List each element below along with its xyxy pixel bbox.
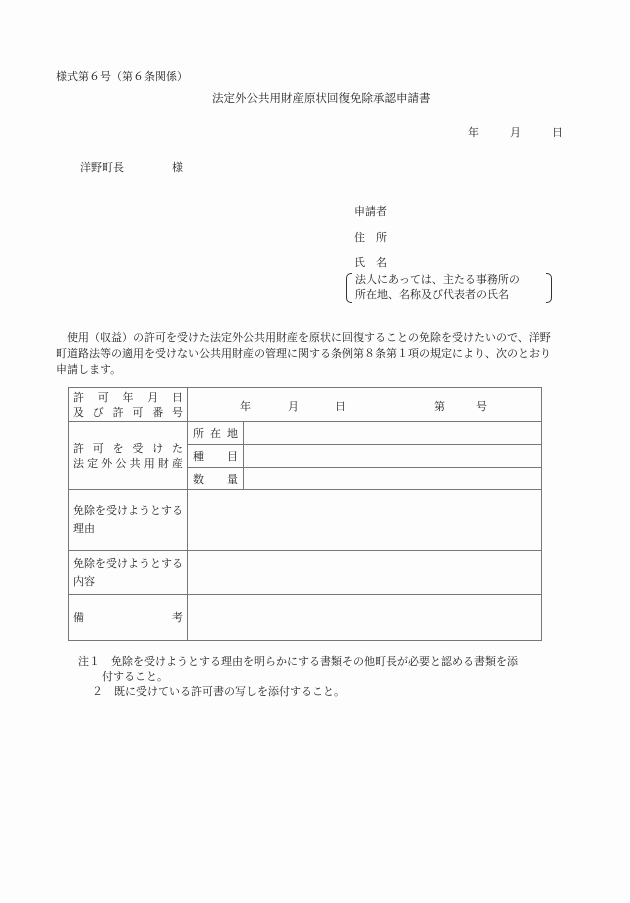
exemption-content-label: 免除を受けようとする内容 [69, 551, 188, 595]
permit-year: 年 [240, 400, 251, 413]
application-date [468, 124, 563, 140]
table-row [69, 595, 542, 641]
note-2: ２ 既に受けている許可書の写しを添付すること。 [92, 685, 345, 698]
applicant-address-label: 住 所 [354, 231, 387, 244]
location-label: 所在地 [188, 422, 244, 445]
note-1: 注１ 免除を受けようとする理由を明らかにする書類その他町長が必要と認める書類を添 [78, 655, 518, 668]
table-row [69, 551, 542, 595]
corporate-note-line2: 所在地、名称及び代表者の氏名 [355, 288, 509, 301]
form-number: 様式第６号（第６条関係） [56, 70, 188, 83]
exemption-reason-label: 免除を受けようとする理由 [69, 490, 188, 551]
type-field[interactable] [244, 445, 542, 468]
date-day: 日 [552, 126, 563, 139]
addressee-honorific: 様 [172, 161, 183, 174]
left-bracket [346, 273, 352, 303]
addressee-name: 洋野町長 [80, 161, 124, 174]
application-table [68, 387, 542, 641]
exemption-content-field[interactable] [188, 551, 542, 595]
location-field[interactable] [244, 422, 542, 445]
corporate-note-bracket [346, 272, 552, 304]
table-row [69, 388, 542, 422]
right-bracket [546, 273, 552, 303]
exemption-reason-field[interactable] [188, 490, 542, 551]
permit-date-number-label: 許可年月日 及び許可番号 [69, 388, 188, 422]
application-statement: 使用（収益）の許可を受けた法定外公共用財産を原状に回復することの免除を受けたいので、洋野町道路法等の適用を受けない公共用財産の管理に関する条例第８条第１項の規定により、次のとおり申請します。 [56, 331, 551, 376]
permit-date-number-field[interactable] [188, 388, 542, 422]
corporate-note-line1: 法人にあっては、主たる事務所の [355, 273, 520, 286]
permit-dai: 第 [434, 400, 445, 413]
remarks-label: 備 考 [69, 595, 188, 641]
note-1-continued: 付すること。 [102, 670, 168, 683]
document-title: 法定外公共用財産原状回復免除承認申請書 [212, 91, 431, 105]
addressee [80, 159, 183, 175]
permit-day: 日 [335, 400, 346, 413]
quantity-field[interactable] [244, 468, 542, 490]
date-month: 月 [510, 126, 521, 139]
permit-go: 号 [476, 400, 487, 413]
quantity-label: 数 量 [188, 468, 244, 490]
table-row [69, 422, 542, 445]
applicant-name-label: 氏 名 [354, 256, 387, 269]
remarks-field[interactable] [188, 595, 542, 641]
permitted-property-label: 許可を受けた 法定外公共用財産 [69, 422, 188, 490]
date-year: 年 [468, 126, 479, 139]
permit-month: 月 [288, 400, 299, 413]
table-row [69, 490, 542, 551]
applicant-label: 申請者 [354, 205, 387, 218]
notes [78, 654, 518, 699]
type-label: 種 目 [188, 445, 244, 468]
